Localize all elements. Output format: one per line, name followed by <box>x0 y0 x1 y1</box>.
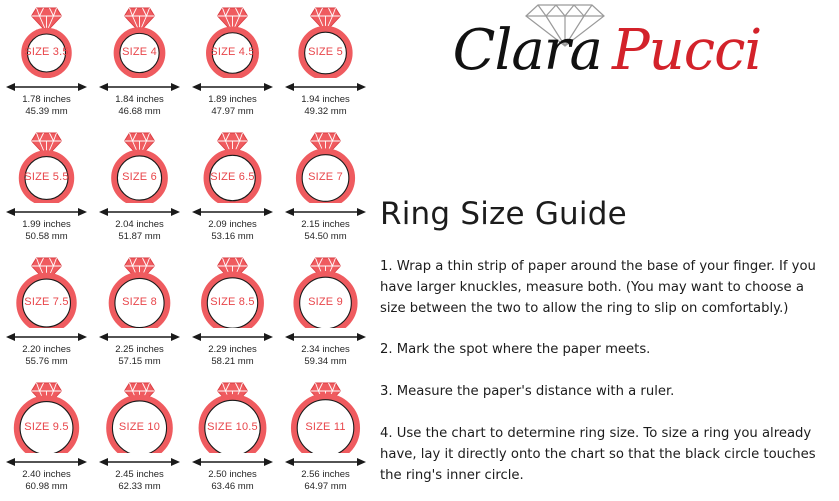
ring-measurement <box>279 344 372 367</box>
ring-size-label: SIZE 9 <box>308 296 343 308</box>
ring-size-cell <box>93 127 186 252</box>
ring-size-label: SIZE 7.5 <box>24 296 69 308</box>
ring-size-label: SIZE 7 <box>308 171 343 183</box>
instruction-step-4: 4. Use the chart to determine ring size. To size a ring you already have, lay it directly onto the chart so that the black circle touches the ring's inner circle. <box>380 426 816 483</box>
ring-illustration <box>279 377 372 453</box>
brand-name <box>382 18 832 84</box>
ring-illustration <box>186 377 279 453</box>
ring-size-cell <box>186 127 279 252</box>
right-panel <box>372 0 839 501</box>
ring-size-chart <box>0 0 372 501</box>
ring-size-label: SIZE 4.5 <box>210 46 255 58</box>
ring-size-label: SIZE 8.5 <box>210 296 255 308</box>
measurement-inches: 2.45 inches <box>115 469 164 480</box>
ring-size-cell <box>93 252 186 377</box>
measurement-arrow-icon <box>285 455 366 467</box>
measurement-arrow-icon <box>192 205 273 217</box>
measurement-arrow-icon <box>192 455 273 467</box>
measurement-arrow-icon <box>285 330 366 342</box>
ring-illustration <box>186 127 279 203</box>
measurement-mm: 64.97 mm <box>304 480 347 492</box>
ring-measurement <box>186 469 279 492</box>
ring-measurement <box>93 219 186 242</box>
measurement-mm: 49.32 mm <box>304 105 347 117</box>
ring-size-cell <box>0 252 93 377</box>
measurement-arrow-icon <box>6 80 87 92</box>
measurement-mm: 63.46 mm <box>211 480 254 492</box>
measurement-mm: 57.15 mm <box>118 355 161 367</box>
ring-illustration <box>0 127 93 203</box>
measurement-arrow-icon <box>192 80 273 92</box>
measurement-arrow-icon <box>285 205 366 217</box>
page-title: Ring Size Guide <box>380 196 627 232</box>
instruction-step-3: 3. Measure the paper's distance with a ruler. <box>380 384 675 399</box>
ring-size-label: SIZE 4 <box>122 46 157 58</box>
ring-measurement <box>186 344 279 367</box>
ring-measurement <box>186 219 279 242</box>
ring-measurement <box>279 469 372 492</box>
ring-size-cell <box>0 2 93 127</box>
ring-size-cell <box>186 252 279 377</box>
ring-size-label: SIZE 10.5 <box>207 421 258 433</box>
ring-size-cell <box>93 2 186 127</box>
ring-measurement <box>93 344 186 367</box>
measurement-arrow-icon <box>6 455 87 467</box>
ring-size-cell <box>186 2 279 127</box>
measurement-inches: 2.34 inches <box>301 344 350 355</box>
measurement-inches: 2.20 inches <box>22 344 71 355</box>
measurement-arrow-icon <box>192 330 273 342</box>
measurement-inches: 2.15 inches <box>301 219 350 230</box>
measurement-inches: 2.09 inches <box>208 219 257 230</box>
ring-measurement <box>0 219 93 242</box>
instruction-step-2: 2. Mark the spot where the paper meets. <box>380 342 651 357</box>
measurement-inches: 1.78 inches <box>22 94 71 105</box>
ring-illustration <box>279 252 372 328</box>
ring-size-label: SIZE 10 <box>118 421 161 433</box>
measurement-arrow-icon <box>99 455 180 467</box>
ring-measurement <box>0 94 93 117</box>
ring-illustration <box>186 252 279 328</box>
ring-illustration <box>93 127 186 203</box>
measurement-arrow-icon <box>285 80 366 92</box>
ring-size-label: SIZE 6.5 <box>210 171 255 183</box>
ring-measurement <box>93 469 186 492</box>
measurement-inches: 2.56 inches <box>301 469 350 480</box>
measurement-mm: 46.68 mm <box>118 105 161 117</box>
ring-size-label: SIZE 8 <box>122 296 157 308</box>
ring-size-label: SIZE 6 <box>122 171 157 183</box>
measurement-mm: 45.39 mm <box>25 105 68 117</box>
measurement-mm: 55.76 mm <box>25 355 68 367</box>
ring-size-label: SIZE 9.5 <box>24 421 69 433</box>
measurement-mm: 60.98 mm <box>25 480 68 492</box>
ring-illustration <box>186 2 279 78</box>
ring-size-label: SIZE 5.5 <box>24 171 69 183</box>
ring-measurement <box>186 94 279 117</box>
measurement-inches: 2.40 inches <box>22 469 71 480</box>
measurement-arrow-icon <box>99 330 180 342</box>
ring-measurement <box>279 94 372 117</box>
brand-word-1: Clara <box>452 18 602 83</box>
measurement-arrow-icon <box>6 205 87 217</box>
ring-illustration <box>0 2 93 78</box>
measurement-inches: 1.84 inches <box>115 94 164 105</box>
ring-illustration <box>93 252 186 328</box>
measurement-inches: 2.29 inches <box>208 344 257 355</box>
measurement-mm: 59.34 mm <box>304 355 347 367</box>
measurement-mm: 58.21 mm <box>211 355 254 367</box>
measurement-inches: 1.89 inches <box>208 94 257 105</box>
ring-size-cell <box>186 377 279 501</box>
ring-measurement <box>279 219 372 242</box>
measurement-inches: 2.04 inches <box>115 219 164 230</box>
measurement-mm: 62.33 mm <box>118 480 161 492</box>
ring-size-label: SIZE 3.5 <box>24 46 69 58</box>
ring-size-label: SIZE 5 <box>308 46 343 58</box>
instruction-step-1: 1. Wrap a thin strip of paper around the base of your finger. If you have larger knuckles, measure both. (You may want to choose a size between the two to allow the ring to slip on comfortably.) <box>380 259 816 316</box>
ring-size-cell <box>279 377 372 501</box>
measurement-inches: 1.94 inches <box>301 94 350 105</box>
ring-illustration <box>0 252 93 328</box>
ring-size-cell <box>279 127 372 252</box>
measurement-inches: 1.99 inches <box>22 219 71 230</box>
ring-size-cell <box>279 2 372 127</box>
measurement-mm: 54.50 mm <box>304 230 347 242</box>
ring-size-cell <box>93 377 186 501</box>
ring-measurement <box>0 344 93 367</box>
ring-measurement <box>93 94 186 117</box>
ring-illustration <box>93 2 186 78</box>
measurement-mm: 53.16 mm <box>211 230 254 242</box>
ring-illustration <box>279 2 372 78</box>
ring-size-cell <box>0 377 93 501</box>
measurement-arrow-icon <box>6 330 87 342</box>
ring-measurement <box>0 469 93 492</box>
measurement-inches: 2.25 inches <box>115 344 164 355</box>
ring-size-cell <box>0 127 93 252</box>
ring-illustration <box>279 127 372 203</box>
ring-illustration <box>93 377 186 453</box>
measurement-mm: 50.58 mm <box>25 230 68 242</box>
measurement-mm: 51.87 mm <box>118 230 161 242</box>
brand-logo <box>382 0 832 110</box>
measurement-inches: 2.50 inches <box>208 469 257 480</box>
measurement-mm: 47.97 mm <box>211 105 254 117</box>
brand-word-2: Pucci <box>611 18 762 83</box>
ring-size-label: SIZE 11 <box>305 421 346 433</box>
measurement-arrow-icon <box>99 80 180 92</box>
ring-size-cell <box>279 252 372 377</box>
measurement-arrow-icon <box>99 205 180 217</box>
ring-illustration <box>0 377 93 453</box>
